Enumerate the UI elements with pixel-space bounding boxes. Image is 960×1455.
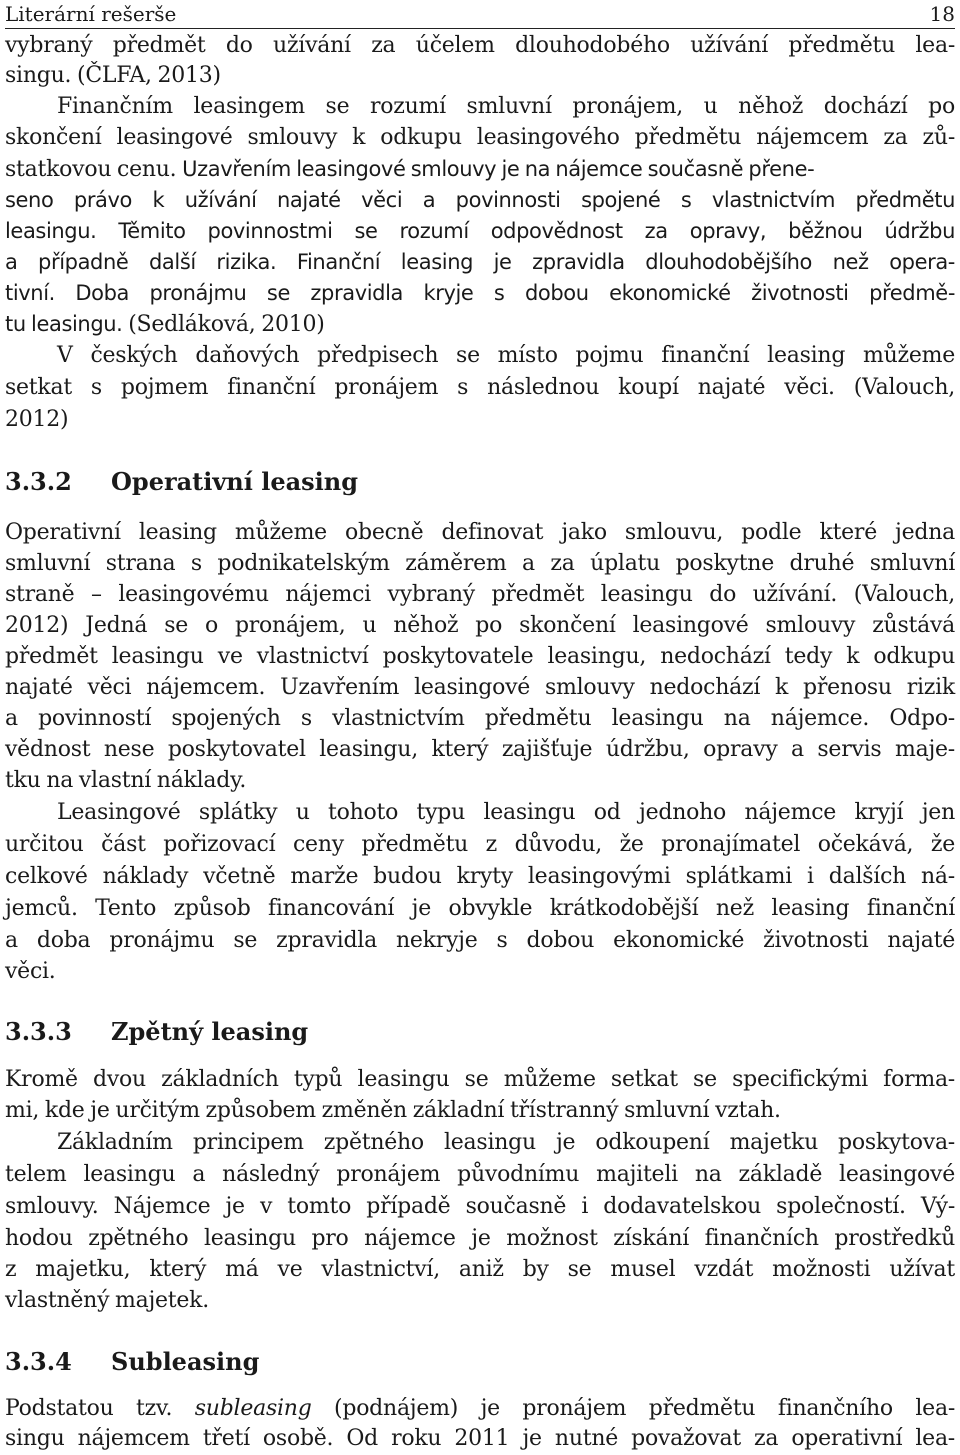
text-fragment: tu leasingu. (5, 312, 123, 336)
text-line: a případně další rizika. Finanční leasing je zpravidla dlouhodobějšího než opera- (5, 250, 955, 274)
page-number: 18 (929, 2, 955, 26)
text-line: z majetku, který má ve vlastnictví, aniž by se musel vzdát možnosti užívat (5, 1257, 955, 1282)
text-line: singu nájemcem třetí osobě. Od roku 2011 je nutné považovat za operativní lea- (5, 1426, 955, 1451)
text-line: setkat s pojmem finanční pronájem s následnou koupí najaté věci. (Valouch, (5, 375, 955, 400)
section-number: 3.3.4 (5, 1347, 72, 1376)
text-line: vybraný předmět do užívání za účelem dlouhodobého užívání předmětu lea- (5, 33, 955, 58)
text-fragment: (Sedláková, 2010) (128, 312, 325, 337)
text-line: najaté věci nájemcem. Uzavřením leasingové smlouvy nedochází k přenosu rizik (5, 675, 955, 700)
text-line: 2012) Jedná se o pronájem, u něhož po skončení leasingové smlouvy zůstává (5, 613, 955, 638)
text-line (5, 154, 955, 185)
text-line: V českých daňových předpisech se místo pojmu finanční leasing můžeme (57, 343, 955, 368)
text-line: jemců. Tento způsob financování je obvykle krátkodobější než leasing finanční (5, 896, 955, 921)
text-line: věci. (5, 959, 56, 984)
text-line: mi, kde je určitým způsobem změněn základní třístranný smluvní vztah. (5, 1098, 781, 1123)
text-line: straně – leasingovému nájemci vybraný předmět leasingu do užívání. (Valouch, (5, 582, 955, 607)
text-fragment: Podstatou tzv. (5, 1396, 195, 1421)
text-line (5, 309, 955, 340)
text-line: a povinností spojených s vlastnictvím předmětu leasingu na nájemce. Odpo- (5, 706, 955, 731)
text-fragment: statkovou cenu. (5, 157, 177, 182)
text-fragment: (podnájem) je pronájem předmětu finančního lea- (311, 1396, 955, 1421)
text-line: 2012) (5, 407, 69, 432)
text-line: Kromě dvou základních typů leasingu se můžeme setkat se specifickými forma- (5, 1067, 955, 1092)
text-line: a doba pronájmu se zpravidla nekryje s dobou ekonomické životnosti najaté (5, 928, 955, 953)
text-line: hodou zpětného leasingu pro nájemce je možnost získání finančních prostředků (5, 1226, 955, 1251)
section-heading (5, 1346, 259, 1378)
text-line: telem leasingu a následný pronájem původnímu majiteli na základě leasingové (5, 1162, 955, 1187)
running-header (5, 0, 955, 29)
section-title: Subleasing (111, 1347, 260, 1376)
italic-term: subleasing (194, 1396, 312, 1421)
text-line: skončení leasingové smlouvy k odkupu leasingového předmětu nájemcem za zů- (5, 125, 955, 150)
text-line (5, 1394, 955, 1424)
text-line: leasingu. Těmito povinnostmi se rozumí odpovědnost za opravy, běžnou údržbu (5, 219, 955, 243)
chapter-title: Literární rešerše (5, 2, 177, 26)
text-line: vlastněný majetek. (5, 1288, 209, 1313)
text-line: smluvní strana s podnikatelským záměrem a za úplatu poskytne druhé smluvní (5, 551, 955, 576)
text-line: tku na vlastní náklady. (5, 768, 247, 793)
text-line: smlouvy. Nájemce je v tomto případě současně i dodavatelskou společností. Vý- (5, 1194, 955, 1219)
section-heading (5, 1016, 308, 1048)
text-line: Leasingové splátky u tohoto typu leasingu od jednoho nájemce kryjí jen (57, 800, 955, 825)
text-line: singu. (ČLFA, 2013) (5, 63, 221, 88)
text-line: tivní. Doba pronájmu se zpravidla kryje s dobou ekonomické životnosti předmě- (5, 281, 955, 305)
section-number: 3.3.2 (5, 467, 72, 496)
text-line: Základním principem zpětného leasingu je odkoupení majetku poskytova- (57, 1130, 955, 1155)
text-line: seno právo k užívání najaté věci a povinnosti spojené s vlastnictvím předmětu (5, 188, 955, 212)
text-line: vědnost nese poskytovatel leasingu, který zajišťuje údržbu, opravy a servis maje- (5, 737, 955, 762)
text-line: předmět leasingu ve vlastnictví poskytovatele leasingu, nedochází tedy k odkupu (5, 644, 955, 669)
text-fragment: Uzavřením leasingové smlouvy je na nájemce současně přene- (182, 157, 815, 181)
text-line: celkové náklady včetně marže budou kryty leasingovými splátkami i dalších ná- (5, 864, 955, 889)
section-title: Operativní leasing (111, 467, 359, 496)
section-title: Zpětný leasing (111, 1017, 309, 1046)
text-line: Finančním leasingem se rozumí smluvní pronájem, u něhož dochází po (57, 94, 955, 119)
section-heading (5, 466, 358, 498)
text-line: určitou část pořizovací ceny předmětu z důvodu, že pronajímatel očekává, že (5, 832, 955, 857)
section-number: 3.3.3 (5, 1017, 72, 1046)
text-line: Operativní leasing můžeme obecně definovat jako smlouvu, podle které jedna (5, 520, 955, 545)
